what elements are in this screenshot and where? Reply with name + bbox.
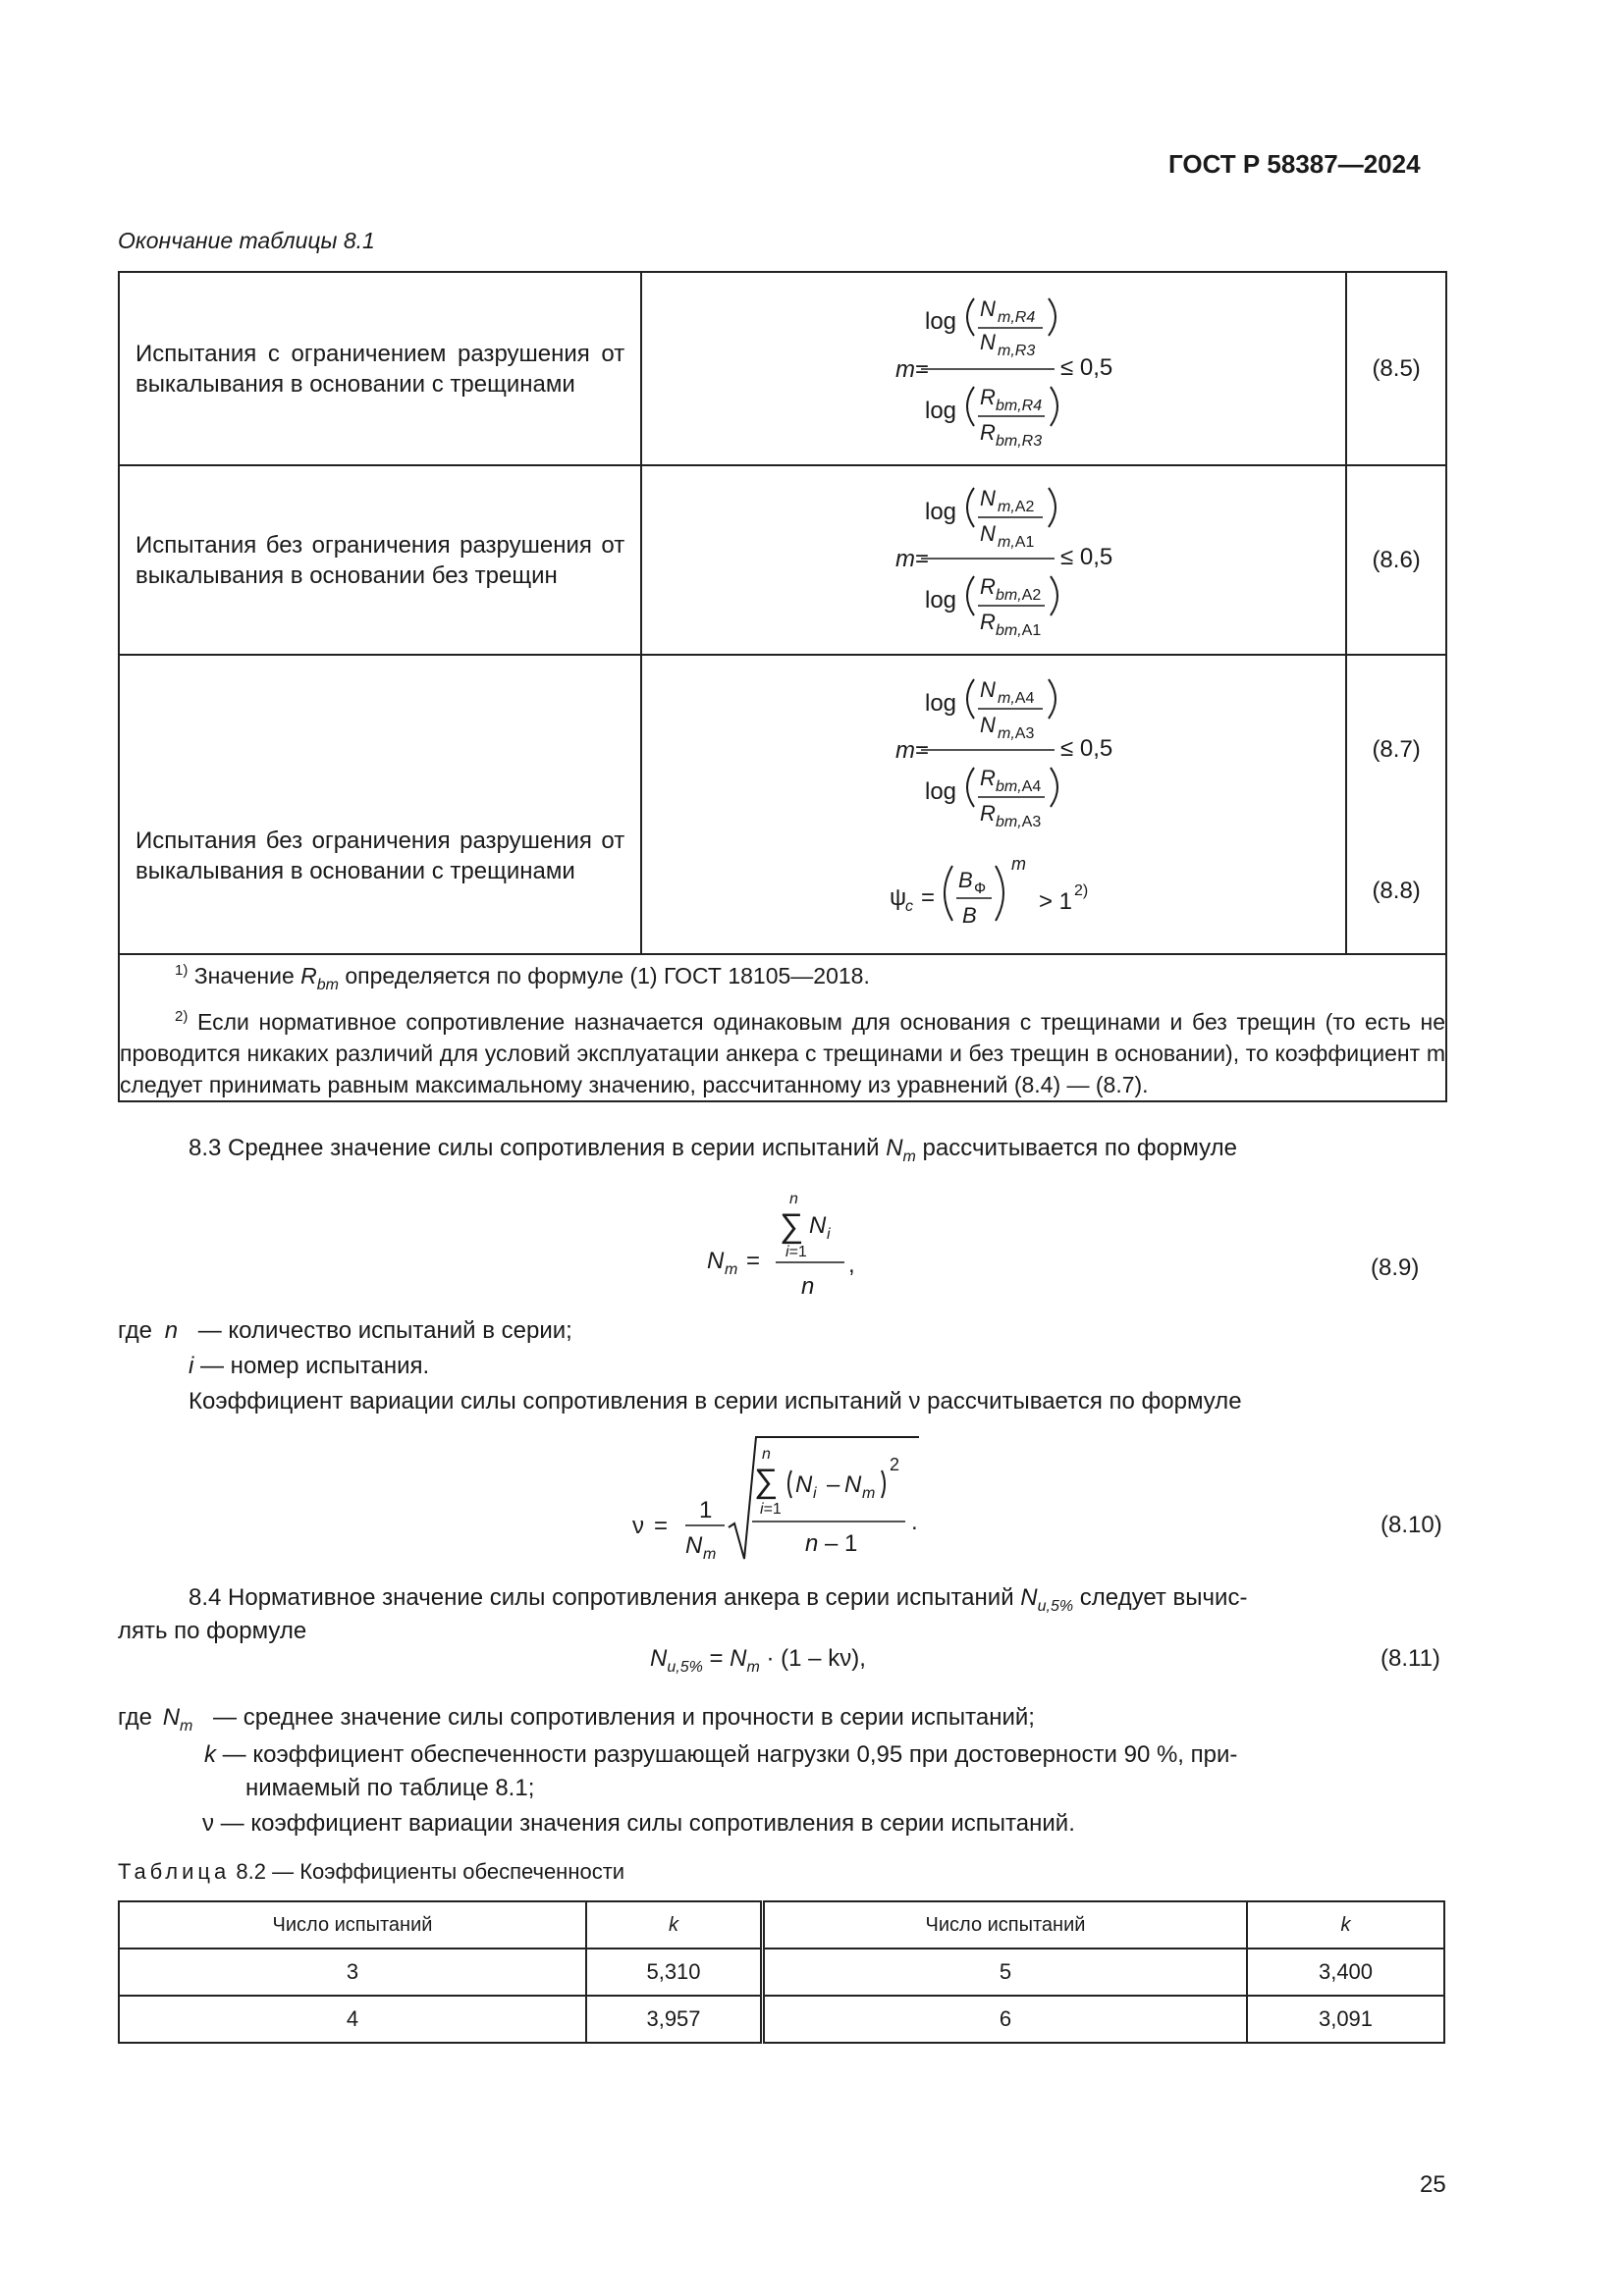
svg-text:m: m [725,1261,738,1278]
svg-text:log: log [925,398,957,424]
svg-text:≤ 0,5: ≤ 0,5 [1060,354,1113,381]
svg-text:R: R [980,801,997,826]
svg-text:log: log [925,499,957,525]
formula-8-7-8-8 [642,656,1345,946]
svg-text:bm,A4: bm,A4 [996,778,1042,795]
formula-8-11-rhs: · (1 – kν), [766,1645,866,1672]
svg-text:> 1: > 1 [1039,888,1073,915]
svg-text:N: N [809,1212,827,1239]
table-row [119,272,1446,465]
svg-text:m,R3: m,R3 [998,343,1036,359]
svg-text:m,A4: m,A4 [998,690,1035,707]
svg-text:m,R4: m,R4 [998,309,1036,326]
paragraph-8-4-text-a: 8.4 Нормативное значение силы сопротивления анкера в серии испытаний [189,1584,1014,1611]
where-k-row: k — коэффициент обеспеченности разрушающей нагрузки 0,95 при достоверности 90 %, при- [204,1741,1238,1768]
equation-number: (8.8) [1372,878,1421,904]
svg-text:m: m [703,1546,717,1563]
svg-text:log: log [925,778,957,805]
svg-text:=: = [921,884,936,911]
paragraph-8-4-text-b: следует вычис- [1079,1584,1248,1611]
where-k-text: — коэффициент обеспеченности разрушающей нагрузки 0,95 при достоверности 90 %, при- [222,1741,1238,1768]
svg-text:–: – [827,1471,840,1498]
where-v-text: — коэффициент вариации значения силы сопротивления в серии испытаний. [220,1810,1075,1837]
table-header-row [119,1901,1444,1949]
svg-text:c: c [905,898,914,915]
svg-text:bm,R4: bm,R4 [996,398,1043,414]
svg-text:2: 2 [890,1455,900,1474]
svg-text:bm,A2: bm,A2 [996,587,1042,604]
table-cell: 3 [119,1949,586,1996]
svg-text:≤ 0,5: ≤ 0,5 [1060,735,1113,762]
svg-text:i: i [827,1226,831,1243]
table-row [119,655,1446,954]
svg-text:m: m [862,1485,876,1502]
svg-text:m,A2: m,A2 [998,499,1035,515]
document-standard-number: ГОСТ Р 58387—2024 [1168,149,1421,179]
svg-text:ψ: ψ [890,884,907,911]
svg-text:.: . [911,1509,918,1535]
caption-text: 8.2 — Коэффициенты обеспеченности [236,1859,625,1884]
svg-text:log: log [925,308,957,335]
svg-text:m: m [895,546,916,572]
svg-text:n: n [762,1446,771,1463]
page-number: 25 [1420,2171,1446,2198]
svg-text:i=1: i=1 [760,1501,782,1518]
equation-number: (8.10) [1380,1512,1442,1538]
where-k-row-cont: нимаемый по таблице 8.1; [245,1775,535,1801]
svg-text:Ф: Ф [974,881,987,897]
svg-text:,: , [848,1252,855,1278]
svg-text:i=1: i=1 [785,1244,807,1260]
svg-text:=: = [746,1248,761,1274]
table-8-2 [118,1900,1445,2044]
paragraph-8-3-text-b: рассчитывается по формуле [922,1135,1237,1161]
svg-text:N: N [980,677,997,702]
equation-number: (8.11) [1380,1645,1440,1672]
svg-text:bm,A3: bm,A3 [996,814,1042,830]
footnote-1-text-b: определяется по формуле (1) ГОСТ 18105—2018. [345,963,870,988]
column-header: Число испытаний [763,1901,1248,1949]
formula-8-11: $N_{u,5\%} = N_m \cdot (1 - k\nu)$, [650,1645,866,1676]
where-i-row: i — номер испытания. [189,1353,430,1379]
paragraph-8-4-cont: лять по формуле [118,1618,307,1644]
svg-text:m,A1: m,A1 [998,534,1035,551]
svg-text:R: R [980,766,997,790]
where-label: где [118,1317,153,1344]
table-row [119,1996,1444,2043]
svg-text:log: log [925,587,957,614]
paragraph-8-4: 8.4 Нормативное значение силы сопротивления анкера в серии испытаний $N_{u,5\%}$ следует вычис- [189,1584,1248,1615]
formula-8-9 [687,1178,923,1306]
table-row [119,465,1446,655]
column-header: k [1247,1901,1444,1949]
svg-text:N: N [980,521,997,546]
svg-text:R: R [980,385,997,409]
svg-text:N: N [685,1532,703,1559]
svg-text:n: n [789,1191,798,1207]
footnote-1-text-a: Значение [193,963,295,988]
cv-paragraph: Коэффициент вариации силы сопротивления в серии испытаний ν рассчитывается по формуле [189,1388,1242,1415]
svg-text:=: = [654,1513,669,1539]
svg-text:1: 1 [699,1497,713,1523]
row-description: Испытания без ограничения разрушения от выкалывания в основании с трещинами [135,827,625,884]
table-cell: 5 [763,1949,1248,1996]
footnote-2-text: Если нормативное сопротивление назначается одинаковым для основания с трещинами и без трещин (то есть не проводится никаких различий для условий эксплуатации анкера с трещинами и без трещин в основании), то коэффициент m следует принимать равным максимальному значению, рассчитанному из уравнений (8.4) — (8.7). [120,1009,1446,1097]
svg-text:R: R [980,610,997,634]
table-cell: 3,091 [1247,1996,1444,2043]
svg-text:B: B [962,903,977,928]
table-row [119,1949,1444,1996]
table-footnotes [119,954,1446,1101]
svg-text:m,A3: m,A3 [998,725,1035,742]
table-8-2-caption [118,1859,624,1885]
formula-8-10 [609,1425,943,1573]
svg-text:=: = [915,356,930,383]
svg-text:∑: ∑ [754,1463,779,1500]
svg-text:B: B [958,868,973,892]
svg-text:=: = [915,737,930,764]
equation-number: (8.9) [1371,1255,1420,1281]
formula-8-5 [642,273,1345,457]
where-n-row: где n — количество испытаний в серии; [118,1317,572,1344]
paragraph-8-3-text-a: 8.3 Среднее значение силы сопротивления в серии испытаний [189,1135,880,1161]
svg-text:2): 2) [1074,882,1089,899]
svg-text:=: = [915,546,930,572]
svg-text:N: N [795,1471,813,1498]
formula-8-6 [642,466,1345,647]
svg-text:≤ 0,5: ≤ 0,5 [1060,544,1113,570]
svg-text:m: m [895,356,916,383]
footnote-1: $^{1)}$ Значение $R_{bm}$ определяется по формуле (1) ГОСТ 18105—2018. [175,962,870,993]
svg-text:bm,R3: bm,R3 [996,433,1043,450]
table-cell: 6 [763,1996,1248,2043]
caption-prefix: Таблица [118,1859,231,1884]
table-cell: 4 [119,1996,586,2043]
svg-text:ν: ν [632,1513,644,1539]
row-description: Испытания с ограничением разрушения от выкалывания в основании с трещинами [135,340,625,398]
svg-text:n: n [801,1273,815,1300]
svg-text:n – 1: n – 1 [805,1530,858,1557]
svg-text:∑: ∑ [780,1207,804,1245]
column-header: Число испытаний [119,1901,586,1949]
row-description: Испытания без ограничения разрушения от выкалывания в основании без трещин [135,531,625,589]
svg-text:R: R [980,574,997,599]
paragraph-8-3: 8.3 Среднее значение силы сопротивления в серии испытаний $N_m$ рассчитывается по формуле [189,1135,1237,1165]
table-continuation-caption: Окончание таблицы 8.1 [118,228,375,253]
where-n-text: — количество испытаний в серии; [197,1317,572,1344]
equation-number: (8.6) [1346,465,1446,655]
equation-number: (8.5) [1346,272,1446,465]
svg-text:bm,A1: bm,A1 [996,622,1042,639]
where-nm-row: где $N_m$ — среднее значение силы сопротивления и прочности в серии испытаний; [118,1704,1035,1735]
where-nm-text: — среднее значение силы сопротивления и прочности в серии испытаний; [213,1704,1035,1731]
where-label: где [118,1704,153,1731]
where-v-row: ν — коэффициент вариации значения силы сопротивления в серии испытаний. [202,1810,1075,1837]
table-cell: 5,310 [586,1949,763,1996]
svg-text:R: R [980,420,997,445]
svg-text:N: N [980,330,997,354]
svg-text:N: N [980,713,997,737]
svg-text:N: N [980,296,997,321]
svg-text:N: N [707,1248,725,1274]
svg-text:m: m [1011,854,1027,874]
table-8-1 [118,271,1447,1102]
svg-text:N: N [844,1471,862,1498]
table-cell: 3,957 [586,1996,763,2043]
svg-text:N: N [980,486,997,510]
svg-text:m: m [895,737,916,764]
table-cell: 3,400 [1247,1949,1444,1996]
svg-text:log: log [925,690,957,717]
svg-text:i: i [813,1485,817,1502]
footnote-2: $^{2)}$ Если нормативное сопротивление назначается одинаковым для основания с трещинами и без трещин (то есть не проводится никаких различий для условий эксплуатации анкера с трещинами и без трещин в основании), то коэффициент m следует принимать равным максимальному значению, рассчитанному из уравнений (8.4) — (8.7). [120,1008,1446,1097]
equation-number: (8.7) [1372,736,1421,763]
where-i-text: — номер испытания. [200,1353,430,1379]
column-header: k [586,1901,763,1949]
